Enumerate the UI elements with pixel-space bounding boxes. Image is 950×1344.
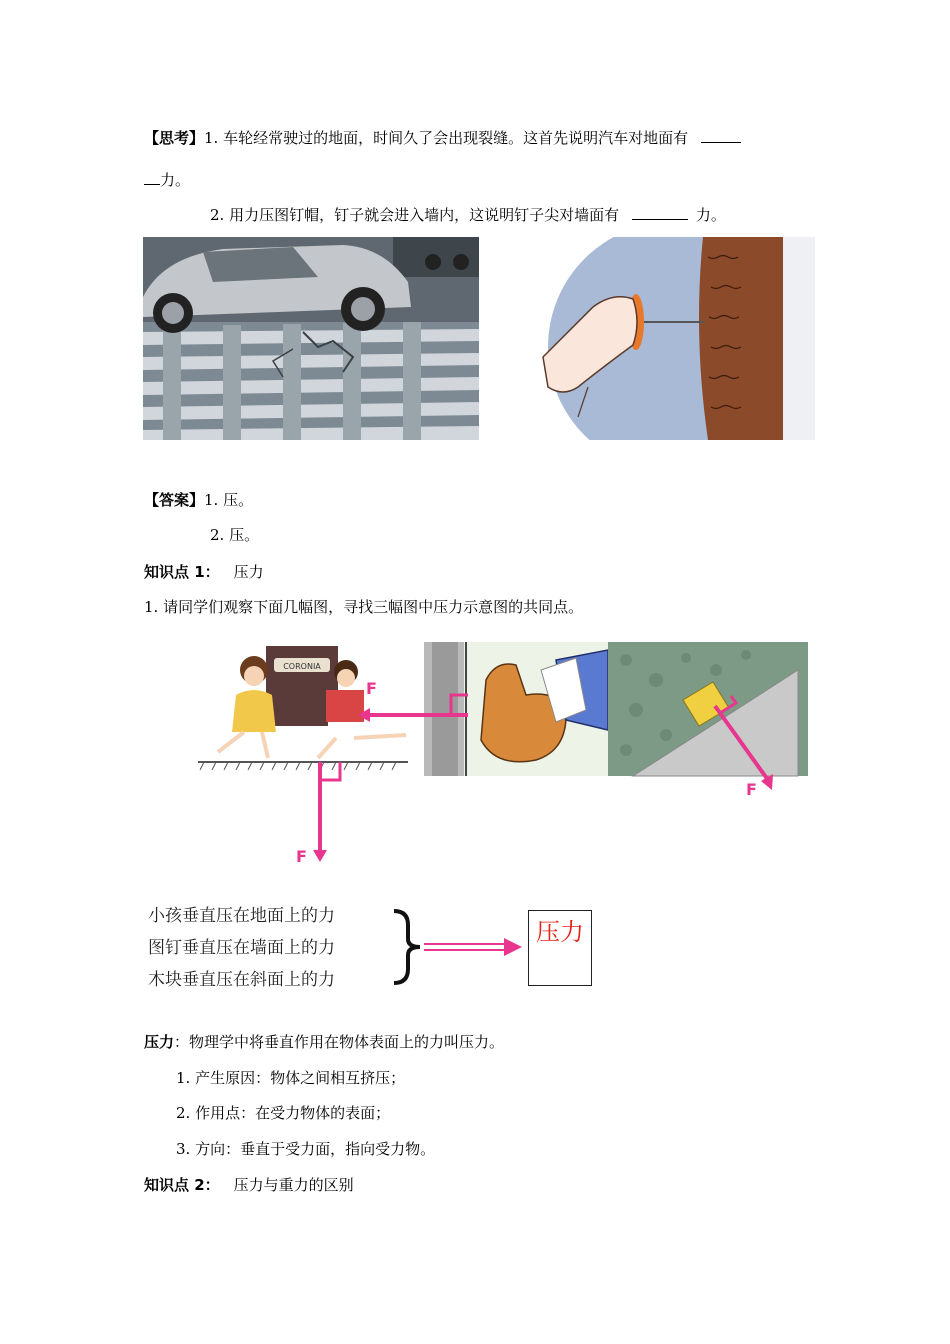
think-question-1: [144, 128, 741, 148]
kp2-title: 压力与重力的区别: [233, 1176, 354, 1194]
answer-blank-1b[interactable]: [144, 170, 160, 185]
think-q2-suffix: 力。: [695, 206, 726, 224]
definition-term: 压力: [144, 1033, 175, 1051]
knowledge-point-1-heading: [144, 562, 264, 582]
summary-diagram: [140, 895, 610, 995]
summary-line-block: 木块垂直压在斜面上的力: [148, 970, 335, 990]
think-q1-text: 1. 车轮经常驶过的地面，时间久了会出现裂缝。这首先说明汽车对地面有: [204, 129, 689, 147]
car-road-photo: [143, 237, 479, 440]
force-label-wall: F: [366, 679, 377, 698]
kp1-title: 压力: [233, 563, 264, 581]
bottle-label: CORONIA: [283, 662, 321, 671]
definition-point-cause: 1. 产生原因：物体之间相互挤压；: [176, 1069, 406, 1087]
definition-text: ：物理学中将垂直作用在物体表面上的力叫压力。: [174, 1033, 505, 1051]
block-incline-panel: [608, 642, 808, 799]
answer-line-1: [144, 490, 253, 510]
result-box: 压力: [528, 910, 592, 986]
answer-line-2: [210, 525, 259, 545]
kp1-label: 知识点 1：: [144, 563, 220, 581]
force-label-incline: F: [746, 780, 757, 799]
knowledge-point-2-heading: [144, 1175, 354, 1195]
think-tag: 【思考】: [144, 129, 205, 147]
force-label-ground: F: [296, 847, 307, 866]
kp2-label: 知识点 2：: [144, 1176, 220, 1194]
think-q2-text: 2. 用力压图钉帽，钉子就会进入墙内，这说明钉子尖对墙面有: [210, 206, 620, 224]
brace-arrow: [390, 905, 530, 990]
thumbtack-wall-photo: [533, 237, 815, 440]
thumb-wall-panel: [358, 642, 610, 776]
think-question-2: [210, 205, 726, 225]
answer-2-text: 2. 压。: [210, 526, 260, 544]
kp1-instruction: 1. 请同学们观察下面几幅图，寻找三幅图中压力示意图的共同点。: [144, 598, 584, 616]
think-q1-suffix: 力。: [160, 171, 191, 189]
answer-1-text: 1. 压。: [204, 491, 254, 509]
think-question-1-continued: [144, 170, 190, 190]
summary-line-tack: 图钉垂直压在墙面上的力: [148, 938, 335, 958]
summary-line-child: 小孩垂直压在地面上的力: [148, 906, 335, 926]
definition-point-direction: 3. 方向：垂直于受力面，指向受力物。: [176, 1140, 436, 1158]
definition-point-location: 2. 作用点：在受力物体的表面；: [176, 1104, 391, 1122]
pressure-definition: [144, 1032, 504, 1052]
pressure-diagram-strip: [196, 640, 808, 870]
answer-blank-1a[interactable]: [701, 128, 741, 143]
answer-blank-2[interactable]: [632, 205, 688, 220]
answer-tag: 【答案】: [144, 491, 205, 509]
children-ground-panel: [198, 646, 408, 866]
